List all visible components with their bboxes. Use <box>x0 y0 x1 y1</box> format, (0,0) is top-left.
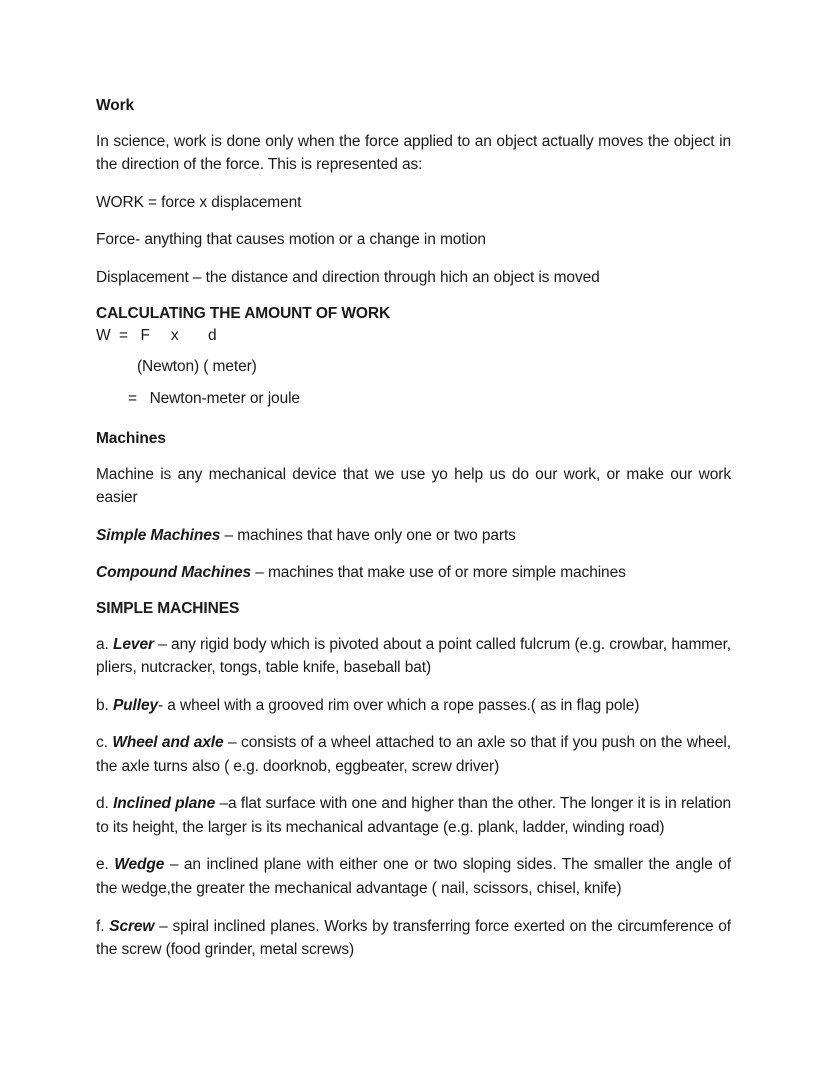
heading-simple-machines: SIMPLE MACHINES <box>96 599 240 617</box>
term-inclined-plane: Inclined plane <box>113 795 216 813</box>
list-item-text-pulley: - a wheel with a grooved rim over which a rope passes.( as in flag pole) <box>158 696 640 714</box>
paragraph-work-definition: In science, work is done only when the force applied to an object actually moves the object in the direction of the force. This is represented as: <box>96 132 731 174</box>
term-screw: Screw <box>109 917 155 935</box>
term-wheel-and-axle: Wheel and axle <box>112 734 224 752</box>
formula-line-units: (Newton) ( meter) <box>137 357 257 375</box>
term-pulley: Pulley <box>112 696 158 714</box>
paragraph-force-definition: Force- anything that causes motion or a change in motion <box>96 231 486 249</box>
term-simple-machines: Simple Machines <box>96 526 221 544</box>
paragraph-displacement-definition: Displacement – the distance and direction through hich an object is moved <box>96 269 600 287</box>
document-body <box>96 96 731 962</box>
list-item-text-wedge: – an inclined plane with either one or two sloping sides. The smaller the angle of the wedge,the greater the mechanical advantage ( nail, scissors, chisel, knife) <box>96 856 731 898</box>
term-wedge: Wedge <box>114 856 165 874</box>
heading-calculating-amount-of-work: CALCULATING THE AMOUNT OF WORK <box>96 304 391 322</box>
list-item-text-lever: – any rigid body which is pivoted about a point called fulcrum (e.g. crowbar, hammer, pliers, nutcracker, tongs, table knife, baseball bat) <box>96 635 731 677</box>
list-item-pulley <box>96 694 731 718</box>
list-item-label-d: d. <box>96 795 114 813</box>
list-item-label-a: a. <box>96 635 114 653</box>
paragraph-work-equation: WORK = force x displacement <box>96 193 302 211</box>
definition-simple-machines <box>96 524 731 548</box>
list-item-wheel-and-axle <box>96 731 731 778</box>
list-item-label-f: f. <box>96 917 110 935</box>
definition-compound-machines-text: – machines that make use of or more simple machines <box>251 564 626 582</box>
heading-work: Work <box>96 97 135 114</box>
list-item-text-inclined-plane: –a flat surface with one and higher than the other. The longer it is in relation to its height, the larger is its mechanical advantage (e.g. plank, ladder, winding road) <box>96 795 731 836</box>
list-item-label-b: b. <box>96 696 113 714</box>
list-item-label-e: e. <box>96 856 115 874</box>
formula-line-work: W = F x d <box>96 327 217 345</box>
list-item-text-screw: – spiral inclined planes. Works by transferring force exerted on the circumference of the screw (food grinder, metal screws) <box>96 917 731 959</box>
heading-machines: Machines <box>96 429 166 447</box>
definition-simple-machines-text: – machines that have only one or two parts <box>220 526 516 544</box>
term-lever: Lever <box>113 635 154 653</box>
paragraph-machine-definition: Machine is any mechanical device that we use yo help us do our work, or make our work easier <box>96 465 731 507</box>
list-item-label-c: c. <box>96 734 113 752</box>
list-item-screw <box>96 915 731 962</box>
list-item-lever <box>96 633 731 680</box>
formula-line-result: = Newton-meter or joule <box>128 390 300 408</box>
term-compound-machines: Compound Machines <box>96 564 252 582</box>
definition-compound-machines <box>96 561 731 585</box>
list-item-text-wheel-and-axle: – consists of a wheel attached to an axle so that if you push on the wheel, the axle turns also ( e.g. doorknob, eggbeater, screw driver) <box>96 734 731 775</box>
list-item-inclined-plane <box>96 792 731 839</box>
list-item-wedge <box>96 853 731 900</box>
